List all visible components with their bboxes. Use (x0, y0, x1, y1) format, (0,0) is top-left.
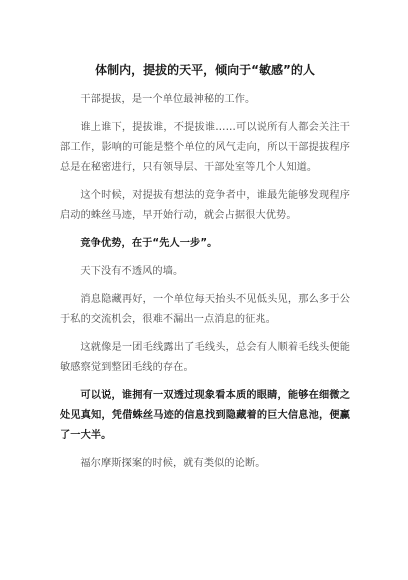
paragraph: 这个时候，对提拔有想法的竞争者中，谁最先能够发现程序启动的蛛丝马迹，早开始行动，就会占据很大优势。 (60, 190, 350, 221)
paragraph: 天下没有不透风的墙。 (80, 266, 184, 277)
article-title: 体制内，提拔的天平，倾向于“敏感”的人 (95, 63, 315, 77)
bold-paragraph: 竞争优势，在于“先人一步”。 (80, 238, 218, 249)
paragraph: 干部提拔，是一个单位最神秘的工作。 (80, 94, 256, 105)
paragraph: 福尔摩斯探案的时候，就有类似的论断。 (80, 458, 266, 469)
paragraph: 这就像是一团毛线露出了毛线头，总会有人顺着毛线头便能敏感察觉到整团毛线的存在。 (60, 342, 350, 373)
article (60, 62, 350, 482)
paragraph: 消息隐藏再好，一个单位每天抬头不见低头见，那么多于公于私的交流机会，很难不漏出一点消息的征兆。 (60, 294, 350, 325)
bold-paragraph: 可以说，谁拥有一双透过现象看本质的眼睛，能够在细微之处见真知，凭借蛛丝马迹的信息找到隐藏着的巨大信息池，便赢了一大半。 (60, 390, 350, 441)
paragraph: 谁上谁下，提拔谁，不提拔谁……可以说所有人都会关注干部工作，影响的可能是整个单位的风气走向，所以干部提拔程序总是在秘密进行，只有领导层、干部处室等几个人知道。 (60, 122, 350, 173)
